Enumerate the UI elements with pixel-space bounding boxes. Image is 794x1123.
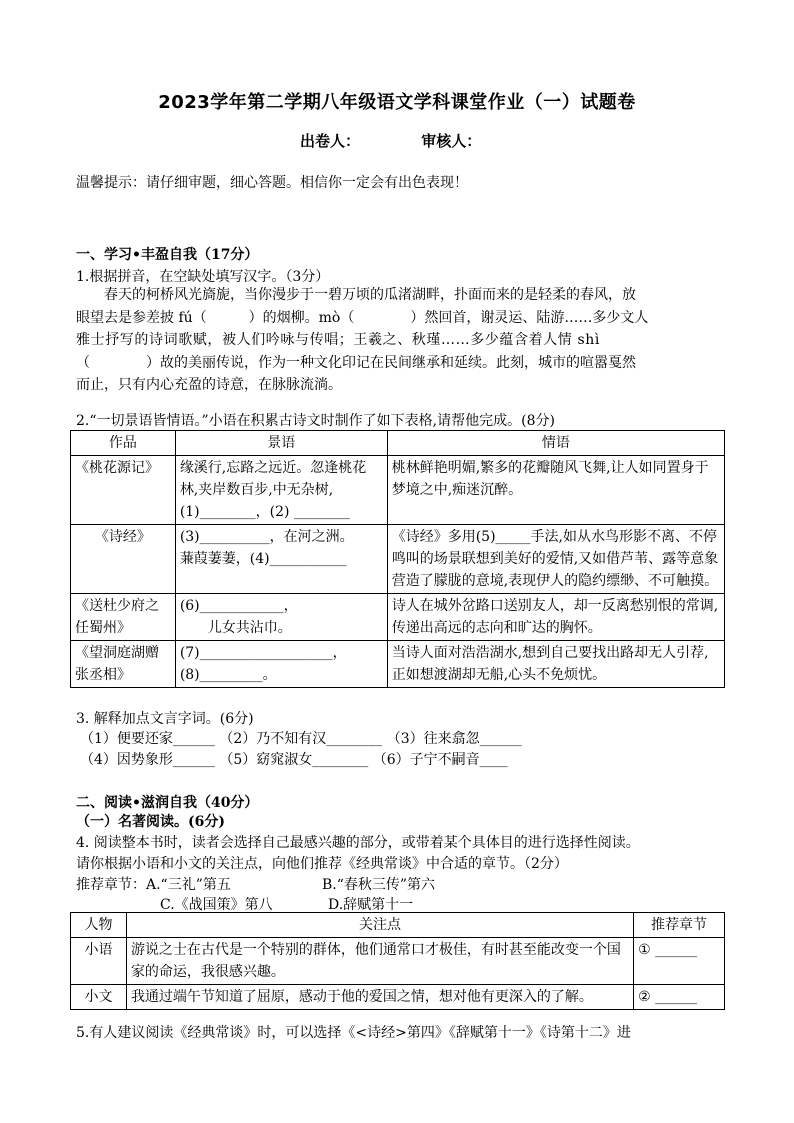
q4-table [70,912,725,1010]
q3-item[interactable]: （5）窈窕淑女________ [219,752,369,768]
q1-stem: 1.根据拼音，在空缺处填写汉字。（3分） [76,269,330,285]
q1-line-3: 雅士抒写的诗词歌赋，被人们吟咏与传唱；王羲之、秋瑾……多少蕴含着人情 shì [76,332,600,348]
q2-table [70,430,725,688]
table-header: 人物 [71,913,127,938]
scene-text: 缘溪行,忘路之远近。忽逢桃花林,夹岸数百步,中无杂树, [179,460,367,498]
option-b: B.“春秋三传”第六 [322,877,436,893]
option-d: D.辞赋第十一 [328,897,414,913]
work-cell: 《诗经》 [71,525,176,594]
table-row [71,985,725,1010]
scene-cell [175,641,387,688]
section2-sub1: （一）名著阅读。(6分) [76,814,225,830]
author-line [300,130,481,151]
scene-cell [175,594,387,641]
scene-blank[interactable]: (1)________，(2) ________ [179,504,350,520]
work-cell: 《桃花源记》 [71,456,176,525]
table-header-row [71,431,725,456]
scene-blank[interactable]: 蒹葭萋萋，(4)___________ [179,551,347,567]
q4-stem-2: 请你根据小语和小文的关注点，向他们推荐《经典常谈》中合适的章节。（2分） [76,856,568,872]
person-cell: 小文 [71,985,127,1010]
person-cell: 小语 [71,938,127,985]
section2-heading: 二、阅读•滋润自我（40分） [76,795,259,811]
table-row [71,594,725,641]
q1-passage [76,284,718,397]
work-cell: 《望洞庭湖赠张丞相》 [71,641,176,688]
q3-stem: 3. 解释加点文言字词。(6分) [76,711,254,727]
q1-line-5: 而止，只有内心充盈的诗意，在脉脉流淌。 [76,377,342,393]
q3-item[interactable]: （3）往来翕忽______ [386,731,522,747]
table-header-row [71,913,725,938]
answer-cell[interactable]: ② ______ [634,985,725,1010]
author-label: 出卷人： [300,132,361,150]
scene-cell [175,456,387,525]
page-title: 2023学年第二学期八年级语文学科课堂作业（一）试题卷 [158,92,636,113]
scene-cell [175,525,387,594]
reviewer-label: 审核人： [421,132,482,150]
scene-blank[interactable]: (8)_________。 [179,667,277,683]
q4-options-row-2 [160,894,413,914]
q3-item[interactable]: （6）子宁不嗣音____ [372,752,508,768]
options-label: 推荐章节： [76,877,146,893]
q4-stem-1: 4. 阅读整本书时，读者会选择自己最感兴趣的部分，或带着某个具体目的进行选择性阅读。 [76,835,640,851]
scene-text: 儿女共沾巾。 [207,620,292,636]
focus-cell: 游说之士在古代是一个特别的群体，他们通常口才极佳，有时甚至能改变一个国家的命运，我很感兴趣。 [126,938,633,985]
option-a: A.“三礼”第五 [146,877,231,893]
emotion-cell: 诗人在城外岔路口送别友人，却一反离愁别恨的常调,传递出高远的志向和旷达的胸怀。 [387,594,724,641]
table-header: 情语 [387,431,724,456]
emotion-cell: 当诗人面对浩浩湖水,想到自己要找出路却无人引荐,正如想渡湖却无船,心头不免烦忧。 [387,641,724,688]
table-row [71,641,725,688]
q1-line-2: 眼望去是参差披 fú（ ）的烟柳。mò（ ）然回首，谢灵运、陆游……多少文人 [76,309,649,326]
q1-line-4: （ ）故的美丽传说，作为一种文化印记在民间继承和延续。此刻，城市的喧嚣戛然 [76,354,636,371]
q5-line: 5.有人建议阅读《经典常谈》时，可以选择《<诗经>第四》《辞赋第十一》《诗第十二》进 [76,1025,631,1041]
focus-cell: 我通过端午节知道了屈原，感动于他的爱国之情，想对他有更深入的了解。 [126,985,633,1010]
scene-blank[interactable]: (3)__________，在河之洲。 [179,529,354,545]
tip-text: 温馨提示：请仔细审题，细心答题。相信你一定会有出色表现！ [76,175,468,191]
table-header: 推荐章节 [634,913,725,938]
work-cell: 《送杜少府之任蜀州》 [71,594,176,641]
emotion-cell: 桃林鲜艳明媚,繁多的花瓣随风飞舞,让人如同置身于梦境之中,痴迷沉醉。 [387,456,724,525]
q3-row-1 [80,728,522,748]
q3-item[interactable]: （1）便要还家______ [80,731,215,747]
q3-row-2 [80,749,508,769]
q2-stem: 2.“一切景语皆情语。”小语在积累古诗文时制作了如下表格,请帮他完成。(8分) [76,413,555,429]
table-header: 关注点 [126,913,633,938]
q3-item[interactable]: （4）因势象形______ [80,752,215,768]
q4-options-row-1 [76,874,435,894]
answer-cell[interactable]: ① ______ [634,938,725,985]
q1-line-1: 春天的柯桥风光旖旎，当你漫步于一碧万顷的瓜渚湖畔，扑面而来的是轻柔的春风，放 [104,287,636,303]
table-row [71,456,725,525]
table-header: 景语 [175,431,387,456]
section1-heading: 一、学习•丰盈自我（17分） [76,247,259,263]
scene-blank[interactable]: (7)___________________， [179,645,347,661]
option-c: C.《战国策》第八 [160,897,273,913]
table-row [71,525,725,594]
table-header: 作品 [71,431,176,456]
scene-blank[interactable]: (6)____________， [179,598,298,614]
emotion-cell: 《诗经》多用(5)_____手法,如从水鸟形影不离、不停鸣叫的场景联想到美好的爱情,又如借芦苇、露等意象营造了朦胧的意境,表现伊人的隐约缥缈、不可触摸。 [387,525,724,594]
table-row [71,938,725,985]
q3-item[interactable]: （2）乃不知有汉________ [219,731,383,747]
